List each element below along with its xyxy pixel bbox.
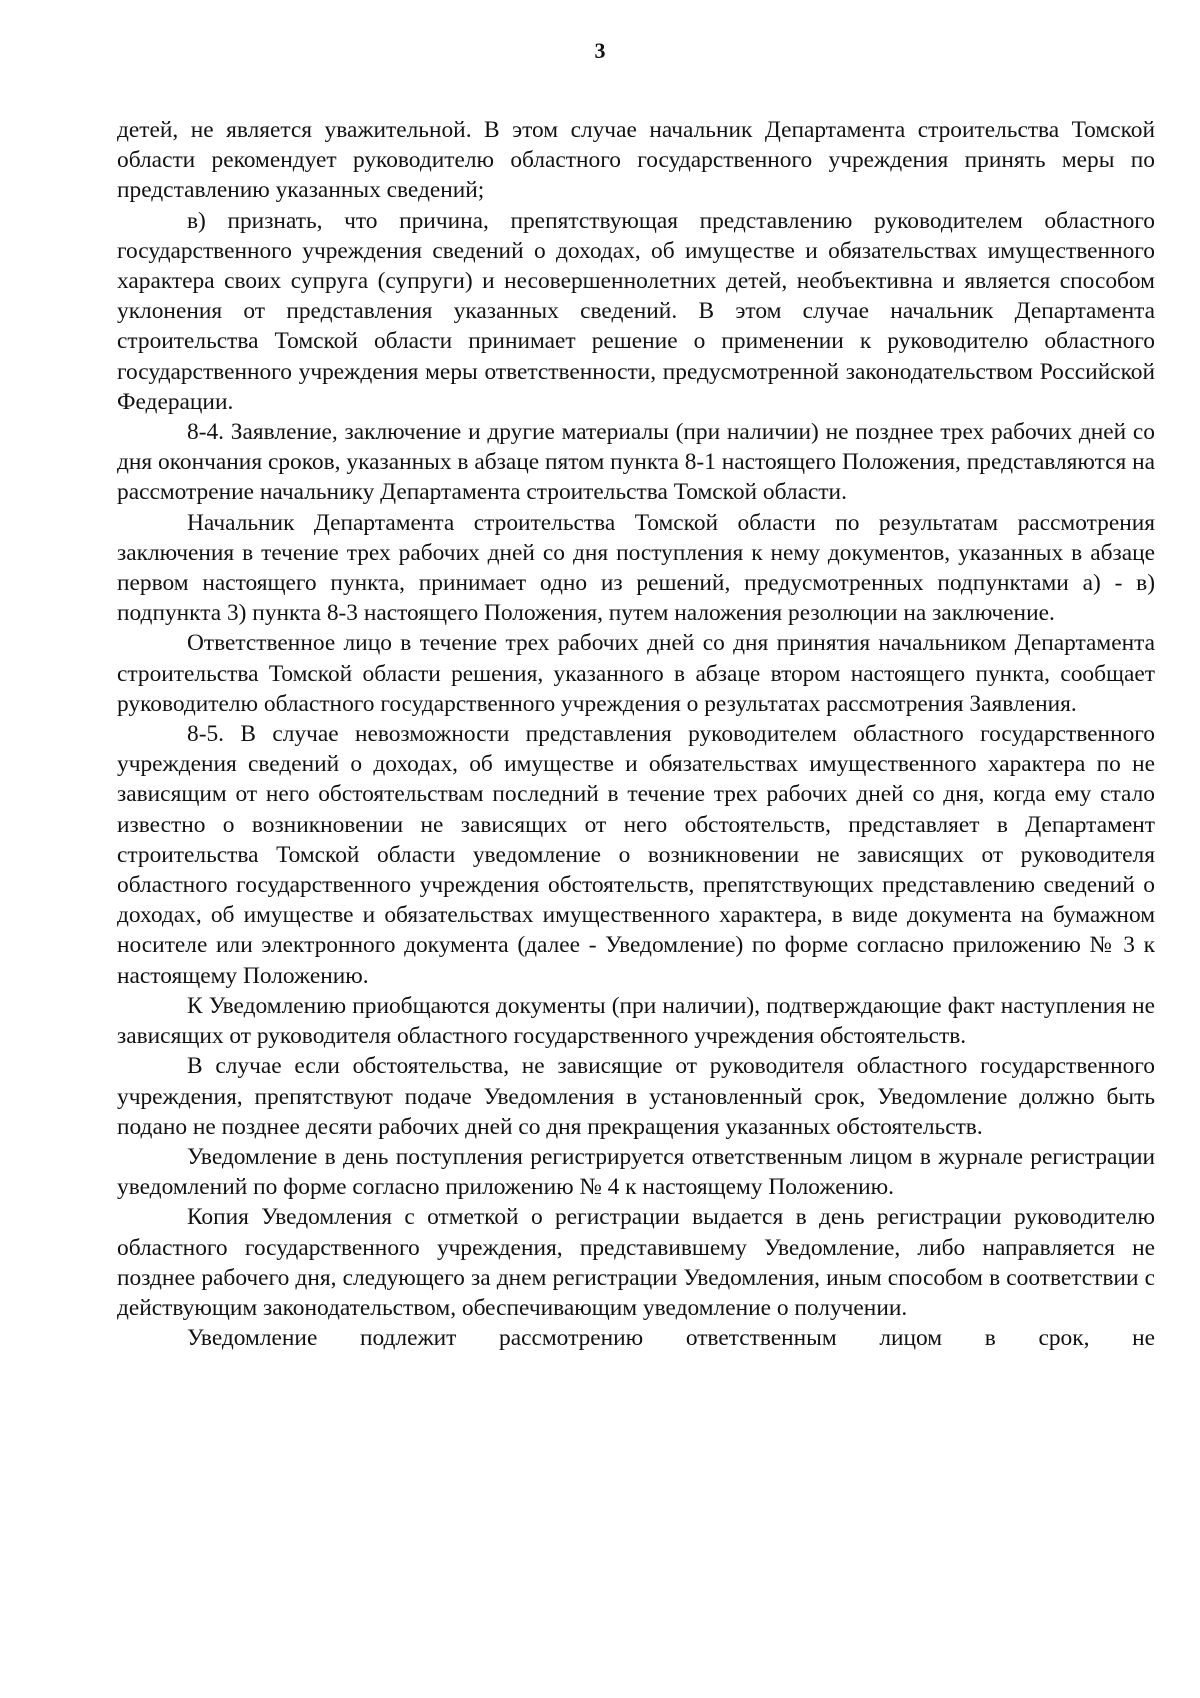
paragraph: детей, не является уважительной. В этом случае начальник Департамента строительства Томской области рекомендует руководителю областного государственного учреждения принять меры по представлению указанных сведений; bbox=[117, 117, 1155, 204]
page-number: 3 bbox=[594, 38, 606, 63]
paragraph: Уведомление подлежит рассмотрению ответственным лицом в срок, не bbox=[187, 1325, 1155, 1352]
paragraph: Копия Уведомления с отметкой о регистрации выдается в день регистрации руководителю областного государственного учреждения, представившему Уведомление, либо направляется не позднее рабочего дня, следующего за днем регистрации Уведомления, иным способом в соответствии с действующим законодательством, обеспечивающим уведомление о получении. bbox=[117, 1204, 1155, 1321]
paragraph: 8-5. В случае невозможности представления руководителем областного государственного учреждения сведений о доходах, об имуществе и обязательствах имущественного характера по не зависящим от него обстоятельствам последний в течение трех рабочих дней со дня, когда ему стало известно о возникновении не зависящих от него обстоятельств, представляет в Департамент строительства Томской области уведомление о возникновении не зависящих от руководителя областного государственного учреждения обстоятельств, препятствующих представлению сведений о доходах, об имуществе и обязательствах имущественного характера, в виде документа на бумажном носителе или электронного документа (далее - Уведомление) по форме согласно приложению № 3 к настоящему Положению. bbox=[117, 721, 1155, 989]
paragraph: В случае если обстоятельства, не зависящие от руководителя областного государственного учреждения, препятствуют подаче Уведомления в установленный срок, Уведомление должно быть подано не позднее десяти рабочих дней со дня прекращения указанных обстоятельств. bbox=[117, 1053, 1155, 1140]
paragraph: К Уведомлению приобщаются документы (при наличии), подтверждающие факт наступления не зависящих от руководителя областного государственного учреждения обстоятельств. bbox=[117, 992, 1155, 1050]
paragraph: 8-4. Заявление, заключение и другие материалы (при наличии) не позднее трех рабочих дней со дня окончания сроков, указанных в абзаце пятом пункта 8-1 настоящего Положения, представляются на рассмотрение начальнику Департамента строительства Томской области. bbox=[117, 419, 1155, 506]
paragraph: Начальник Департамента строительства Томской области по результатам рассмотрения заключения в течение трех рабочих дней со дня поступления к нему документов, указанных в абзаце первом настоящего пункта, принимает одно из решений, предусмотренных подпунктами а) - в) подпункта 3) пункта 8-3 настоящего Положения, путем наложения резолюции на заключение. bbox=[117, 509, 1155, 627]
paragraph: в) признать, что причина, препятствующая представлению руководителем областного государственного учреждения сведений о доходах, об имуществе и обязательствах имущественного характера своих супруга (супруги) и несовершеннолетних детей, необъективна и является способом уклонения от представления указанных сведений. В этом случае начальник Департамента строительства Томской области принимает решение о применении к руководителю областного государственного учреждения меры ответственности, предусмотренной законодательством Российской Федерации. bbox=[117, 207, 1155, 415]
document-body bbox=[117, 115, 1155, 1353]
paragraph: Ответственное лицо в течение трех рабочих дней со дня принятия начальником Департамента строительства Томской области решения, указанного в абзаце втором настоящего пункта, сообщает руководителю областного государственного учреждения о результатах рассмотрения Заявления. bbox=[117, 630, 1155, 717]
paragraph: Уведомление в день поступления регистрируется ответственным лицом в журнале регистрации уведомлений по форме согласно приложению № 4 к настоящему Положению. bbox=[117, 1143, 1155, 1201]
